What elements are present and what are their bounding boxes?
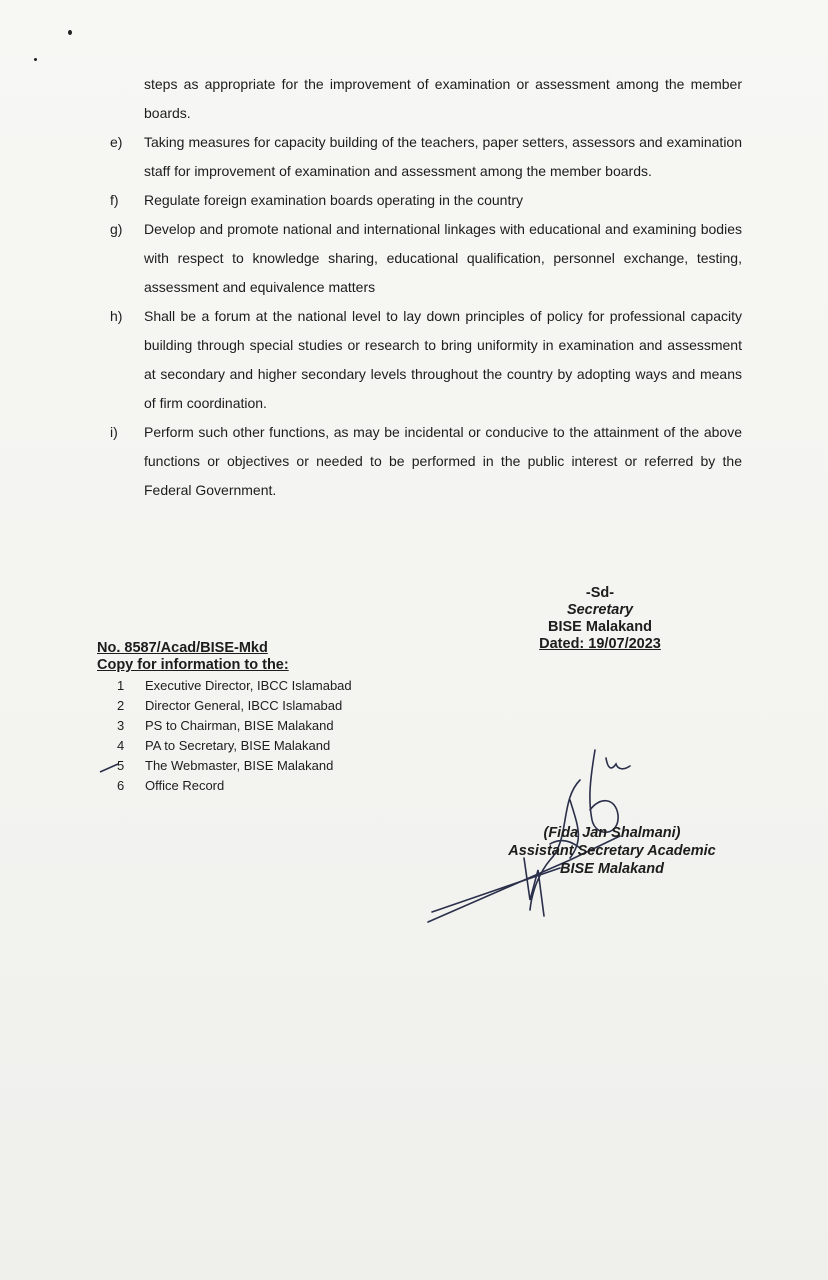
- recipient-list: [117, 676, 417, 796]
- copy-heading: Copy for information to the:: [97, 657, 289, 673]
- secretary-signature-block: [500, 585, 700, 653]
- list-item: [110, 215, 742, 302]
- functions-list: [110, 70, 742, 505]
- secretary-title: Secretary: [566, 602, 634, 618]
- officer-name: (Fida Jan Shalmani): [543, 825, 681, 841]
- list-item: 6 Office Record: [117, 778, 225, 793]
- pen-tick-mark: [98, 758, 122, 774]
- list-item: 4 PA to Secretary, BISE Malakand: [117, 738, 331, 753]
- item-marker: g): [110, 221, 123, 237]
- list-item: [110, 302, 742, 418]
- secretary-office: BISE Malakand: [548, 619, 652, 635]
- officer-title: Assistant Secretary Academic: [508, 843, 716, 859]
- list-item: 5 The Webmaster, BISE Malakand: [117, 758, 334, 773]
- sd-mark: -Sd-: [585, 585, 615, 601]
- list-item: 3 PS to Chairman, BISE Malakand: [117, 718, 334, 733]
- item-text: Develop and promote national and international linkages with educational and examining bodies with respect to knowledge sharing, educational qualification, personnel exchange, testing, assessment and equivalence matters: [144, 221, 742, 295]
- item-marker: f): [110, 192, 119, 208]
- ink-speck: [68, 30, 72, 35]
- item-marker: e): [110, 134, 123, 150]
- list-item: 2 Director General, IBCC Islamabad: [117, 698, 343, 713]
- ink-speck: [34, 58, 37, 61]
- list-item: 1 Executive Director, IBCC Islamabad: [117, 678, 352, 693]
- item-marker: i): [110, 424, 118, 440]
- reference-number: No. 8587/Acad/BISE-Mkd: [97, 640, 268, 656]
- item-text: Perform such other functions, as may be incidental or conducive to the attainment of the above functions or objectives or needed to be performed in the public interest or referred by the Federal Government.: [144, 424, 742, 498]
- item-marker: h): [110, 308, 123, 324]
- copy-to-block: [97, 640, 417, 796]
- list-item: [110, 418, 742, 505]
- paragraph-continuation: steps as appropriate for the improvement of examination or assessment among the member boards.: [144, 76, 742, 121]
- item-text: Shall be a forum at the national level to lay down principles of policy for professional capacity building through special studies or research to bring uniformity in examination and assessment at secondary and higher secondary levels throughout the country by adopting ways and means of firm coordination.: [144, 308, 742, 411]
- dated-line: Dated: 19/07/2023: [539, 636, 661, 652]
- item-text: Taking measures for capacity building of the teachers, paper setters, assessors and examination staff for improvement of examination and assessment among the member boards.: [144, 134, 742, 179]
- item-text: Regulate foreign examination boards operating in the country: [144, 192, 524, 208]
- assistant-secretary-block: [488, 824, 736, 878]
- list-item: [110, 128, 742, 186]
- list-item: [110, 186, 742, 215]
- officer-office: BISE Malakand: [560, 861, 664, 877]
